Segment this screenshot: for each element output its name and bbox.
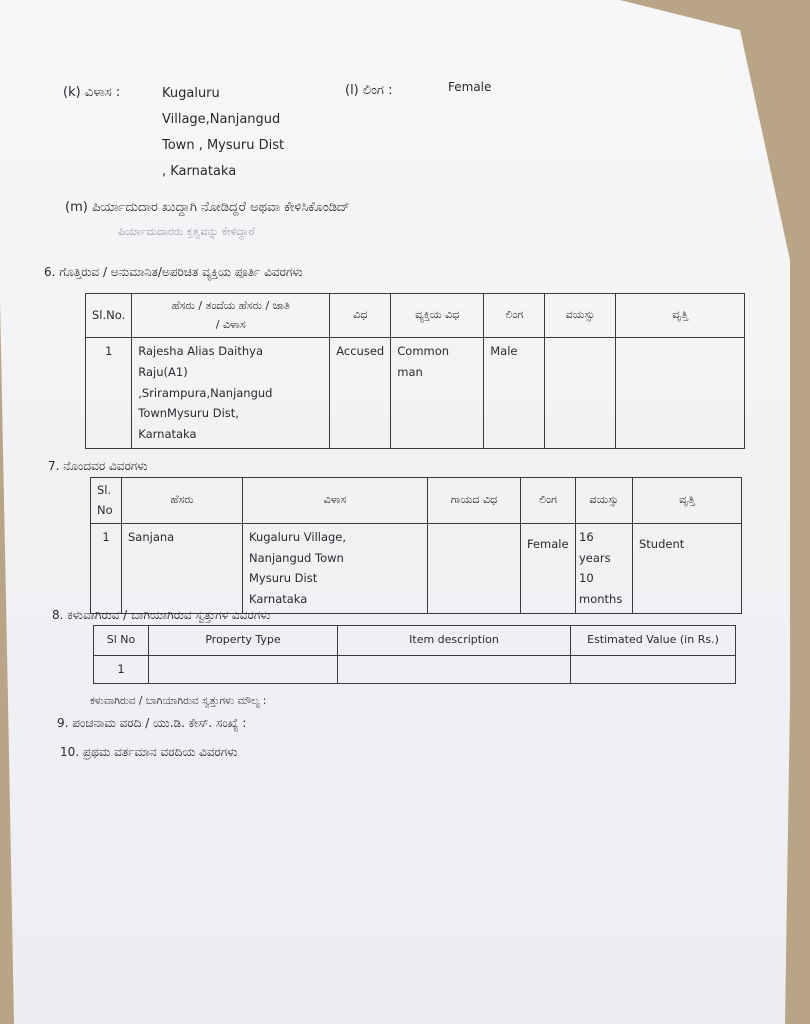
witness-value-faint: ಪಿರ್ಯಾದುದಾರರು ಕ್ತತ್ವವನ್ನು ಕೇಳಿದ್ದಾರೆ xyxy=(118,225,255,238)
cell-person-type: Common man xyxy=(391,338,484,448)
col-age: ವಯಸ್ಸು xyxy=(576,478,633,524)
cell-occupation: Student xyxy=(633,524,742,614)
address-line: , Karnataka xyxy=(162,164,237,179)
col-sl: Sl. No xyxy=(91,478,122,524)
section-6-heading: 6. ಗೊತ್ತಿರುವ / ಅನುಮಾನಿತ/ಅಪರಿಚಿತ ವ್ಯಕ್ತಿಯ ಪೂರ್ತಿ ವಿವರಗಳು xyxy=(44,265,303,279)
cell-injury xyxy=(428,524,521,614)
cell-item-description xyxy=(338,656,571,684)
cell-age: 16 years 10 months xyxy=(576,524,633,614)
cell-estimated-value xyxy=(571,656,736,684)
col-gender: ಲಿಂಗ xyxy=(484,294,545,338)
col-address: ವಿಳಾಸ xyxy=(243,478,428,524)
table-row xyxy=(94,656,736,684)
address-label: (k) ವಿಳಾಸ : xyxy=(63,85,121,100)
col-sl: Sl No xyxy=(94,626,149,656)
cell-gender: Female xyxy=(521,524,576,614)
section-8-heading: 8. ಕಳುವಾಗಿರುವ / ಬಾಗಿಯಾಗಿರುವ ಸ್ವತ್ತುಗಳ ವಿವರಗಳು xyxy=(52,608,271,622)
gender-value: Female xyxy=(448,80,492,94)
table-row xyxy=(86,338,745,448)
cell-occupation xyxy=(616,338,745,448)
cell-sl: 1 xyxy=(86,338,132,448)
section-9-heading: 9. ಪಂಚನಾಮ ವರದಿ / ಯು.ಡಿ. ಕೇಸ್. ಸಂಖ್ಯೆ : xyxy=(57,716,247,730)
cell-name-address: Rajesha Alias Daithya Raju(A1) ,Srirampura,Nanjangud TownMysuru Dist, Karnataka xyxy=(132,338,330,448)
section-7-heading: 7. ನೊಂದವರ ವಿವರಗಳು xyxy=(48,459,148,473)
table-row xyxy=(91,524,742,614)
col-occupation: ವೃತ್ತಿ xyxy=(616,294,745,338)
address-line: Village,Nanjangud xyxy=(162,112,281,127)
col-sl: Sl.No. xyxy=(86,294,132,338)
property-table xyxy=(93,625,736,684)
cell-address: Kugaluru Village, Nanjangud Town Mysuru Dist Karnataka xyxy=(243,524,428,614)
col-person-type: ವ್ಯಕ್ತಿಯ ವಿಧ xyxy=(391,294,484,338)
address-line: Town , Mysuru Dist xyxy=(162,138,285,153)
col-injury: ಗಾಯದ ವಿಧ xyxy=(428,478,521,524)
col-item-description: Item description xyxy=(338,626,571,656)
col-age: ವಯಸ್ಸು xyxy=(545,294,616,338)
gender-label: (l) ಲಿಂಗ : xyxy=(345,83,393,98)
cell-gender: Male xyxy=(484,338,545,448)
col-gender: ಲಿಂಗ xyxy=(521,478,576,524)
col-occupation: ವೃತ್ತಿ xyxy=(633,478,742,524)
address-line: Kugaluru xyxy=(162,86,220,101)
col-property-type: Property Type xyxy=(149,626,338,656)
witness-label: (m) ಪಿರ್ಯಾದುದಾರ ಖುದ್ದಾಗಿ ನೋಡಿದ್ದರೆ ಅಥವಾ ಕೇಳಿಸಿಕೊಂಡಿದ್ xyxy=(65,200,350,215)
cell-property-type xyxy=(149,656,338,684)
cell-type: Accused xyxy=(330,338,391,448)
accused-table xyxy=(85,293,745,449)
col-type: ವಿಧ xyxy=(330,294,391,338)
cell-sl: 1 xyxy=(91,524,122,614)
victim-table xyxy=(90,477,742,614)
cell-age xyxy=(545,338,616,448)
cell-sl: 1 xyxy=(94,656,149,684)
section-10-heading: 10. ಪ್ರಥಮ ವರ್ತಮಾನ ವರದಿಯ ವಿವರಗಳು xyxy=(60,745,238,759)
col-name: ಹೆಸರು xyxy=(122,478,243,524)
property-value-line: ಕಳುವಾಗಿರುವ / ಬಾಗಿಯಾಗಿರುವ ಸ್ವತ್ತುಗಳು ಮೌಲ್ಯ : xyxy=(90,695,267,707)
col-estimated-value: Estimated Value (in Rs.) xyxy=(571,626,736,656)
cell-name: Sanjana xyxy=(122,524,243,614)
col-name-address: ಹೆಸರು / ತಂದೆಯ ಹೆಸರು / ಜಾತಿ / ವಿಳಾಸ xyxy=(132,294,330,338)
